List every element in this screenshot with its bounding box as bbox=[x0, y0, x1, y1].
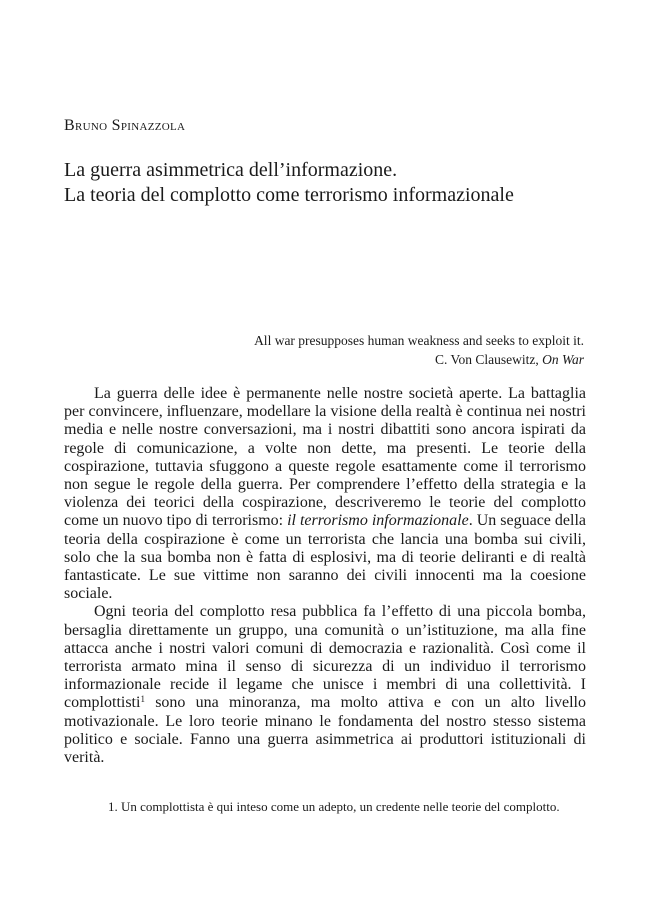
footnote: 1. Un complottista è qui inteso come un adepto, un credente nelle teorie del complotto. bbox=[108, 799, 560, 814]
paragraph-2-part-a: Ogni teoria del complotto resa pubblica fa l’effetto di una piccola bomba, bersaglia direttamente un gruppo, una comunità o un’istituzione, ma alla fine attacca anche i nostri valori comuni di democrazia e razionalità. Così come il terrorista armato mina il senso di sicurezza di un individuo il terrorismo informazionale recide il legame che unisce i membri di una collettività. I complottisti bbox=[64, 603, 586, 712]
title-line-1: La guerra asimmetrica dell’informazione. bbox=[64, 159, 398, 181]
body-text bbox=[64, 385, 586, 767]
article-title bbox=[64, 158, 604, 208]
paragraph-1-part-a: La guerra delle idee è permanente nelle nostre società aperte. La battaglia per convincere, influenzare, modellare la visione della realtà è continua nei nostri media e nelle nostre conversazioni, ma i nostri dibattiti sono ancora ispirati da regole di comunicazione, a volte non dette, ma presenti. Le teorie della cospirazione, tuttavia sfuggono a queste regole esattamente come il terrorismo non segue le regole della guerra. Per comprendere l’effetto della strategia e la violenza dei teorici della cospirazione, descriveremo le teorie del complotto come un nuovo tipo di terrorismo: bbox=[64, 385, 586, 530]
paragraph-2 bbox=[64, 603, 586, 767]
author-name: Bruno Spinazzola bbox=[64, 117, 186, 134]
epigraph-attribution bbox=[254, 350, 584, 369]
paragraph-2-part-b: sono una minoranza, ma molto attiva e con un alto livello motivazionale. Le loro teorie minano le fondamenta del nostro stesso sistema politico e sociale. Fanno una guerra asimmetrica ai produttori istituzionali di verità. bbox=[64, 694, 586, 767]
footnote-marker[interactable]: 1 bbox=[140, 694, 145, 705]
paragraph-1-emphasis: il terrorismo informazionale bbox=[287, 512, 469, 530]
paragraph-1-part-b: . Un seguace della teoria della cospirazione è come un terrorista che lancia una bomba sui civili, solo che la sua bomba non è fatta di esplosivi, ma di teorie deliranti e di realtà fantasticate. Le sue vittime non saranno dei civili innocenti ma la coesione sociale. bbox=[64, 512, 586, 603]
paragraph-1 bbox=[64, 385, 586, 603]
epigraph-quote: All war presupposes human weakness and seeks to exploit it. bbox=[254, 333, 584, 348]
epigraph-author: C. Von Clausewitz, bbox=[434, 352, 539, 367]
epigraph-work: On War bbox=[542, 352, 584, 367]
epigraph bbox=[254, 331, 584, 369]
title-line-2: La teoria del complotto come terrorismo informazionale bbox=[64, 184, 514, 206]
